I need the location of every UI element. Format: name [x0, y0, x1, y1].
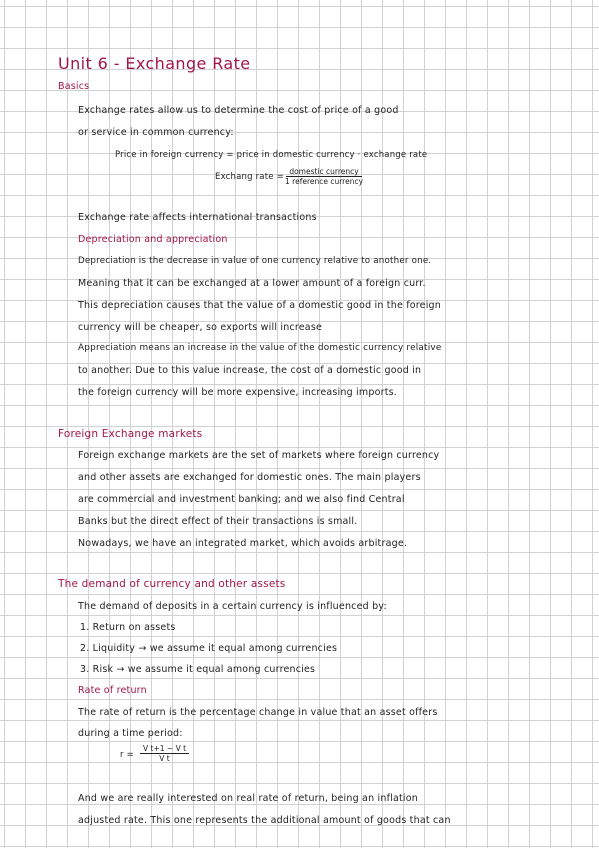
fx-line-1: Foreign exchange markets are the set of markets where foreign currency	[78, 450, 440, 461]
basics-line-1: Exchange rates allow us to determine the cost of price of a good	[78, 105, 399, 116]
fx-line-5: Nowadays, we have an integrated market, which avoids arbitrage.	[78, 538, 408, 549]
heading-fx-markets: Foreign Exchange markets	[58, 428, 203, 440]
app-line-1: Appreciation means an increase in the value of the domestic currency relative	[78, 343, 442, 353]
app-line-2: to another. Due to this value increase, the cost of a domestic good in	[78, 365, 422, 376]
formula-price-foreign: Price in foreign currency = price in domestic currency · exchange rate	[115, 150, 428, 160]
fx-line-2: and other assets are exchanged for domestic ones. The main players	[78, 472, 421, 483]
formula-r-denominator: V t	[159, 754, 170, 763]
formula-r-numerator: V t+1 − V t	[140, 744, 189, 754]
dep-line-1: Depreciation is the decrease in value of one currency relative to another one.	[78, 256, 432, 266]
formula-exchange-rate-fraction	[282, 167, 366, 186]
app-line-3: the foreign currency will be more expensive, increasing imports.	[78, 387, 397, 398]
dep-line-4: currency will be cheaper, so exports will increase	[78, 322, 323, 333]
dep-line-2: Meaning that it can be exchanged at a lower amount of a foreign curr.	[78, 278, 426, 289]
fx-line-3: are commercial and investment banking; and we also find Central	[78, 494, 405, 505]
formula-exchange-rate-numerator: domestic currency	[286, 167, 361, 177]
demand-item-liquidity: 2. Liquidity → we assume it equal among currencies	[80, 643, 338, 654]
formula-exchange-rate-left: Exchang rate =	[215, 172, 284, 182]
heading-depreciation-appreciation: Depreciation and appreciation	[78, 234, 228, 245]
formula-r-left: r =	[120, 750, 134, 760]
basics-affects: Exchange rate affects international transactions	[78, 212, 317, 223]
ror-line-2: during a time period:	[78, 728, 183, 739]
heading-basics: Basics	[58, 81, 90, 92]
heading-demand: The demand of currency and other assets	[58, 578, 286, 590]
heading-rate-of-return: Rate of return	[78, 685, 147, 696]
formula-exchange-rate-denominator: 1 reference currency	[285, 177, 364, 186]
demand-line-1: The demand of deposits in a certain currency is influenced by:	[78, 601, 387, 612]
page-title: Unit 6 - Exchange Rate	[58, 54, 251, 73]
ror-line-4: adjusted rate. This one represents the additional amount of goods that can	[78, 815, 451, 826]
demand-item-risk: 3. Risk → we assume it equal among currencies	[80, 664, 316, 675]
formula-r-fraction	[140, 744, 189, 763]
basics-line-2: or service in common currency:	[78, 127, 234, 138]
fx-line-4: Banks but the direct effect of their transactions is small.	[78, 516, 358, 527]
ror-line-3: And we are really interested on real rate of return, being an inflation	[78, 793, 418, 804]
dep-line-3: This depreciation causes that the value of a domestic good in the foreign	[78, 300, 442, 311]
ror-line-1: The rate of return is the percentage change in value that an asset offers	[78, 707, 438, 718]
demand-item-return: 1. Return on assets	[80, 622, 176, 633]
